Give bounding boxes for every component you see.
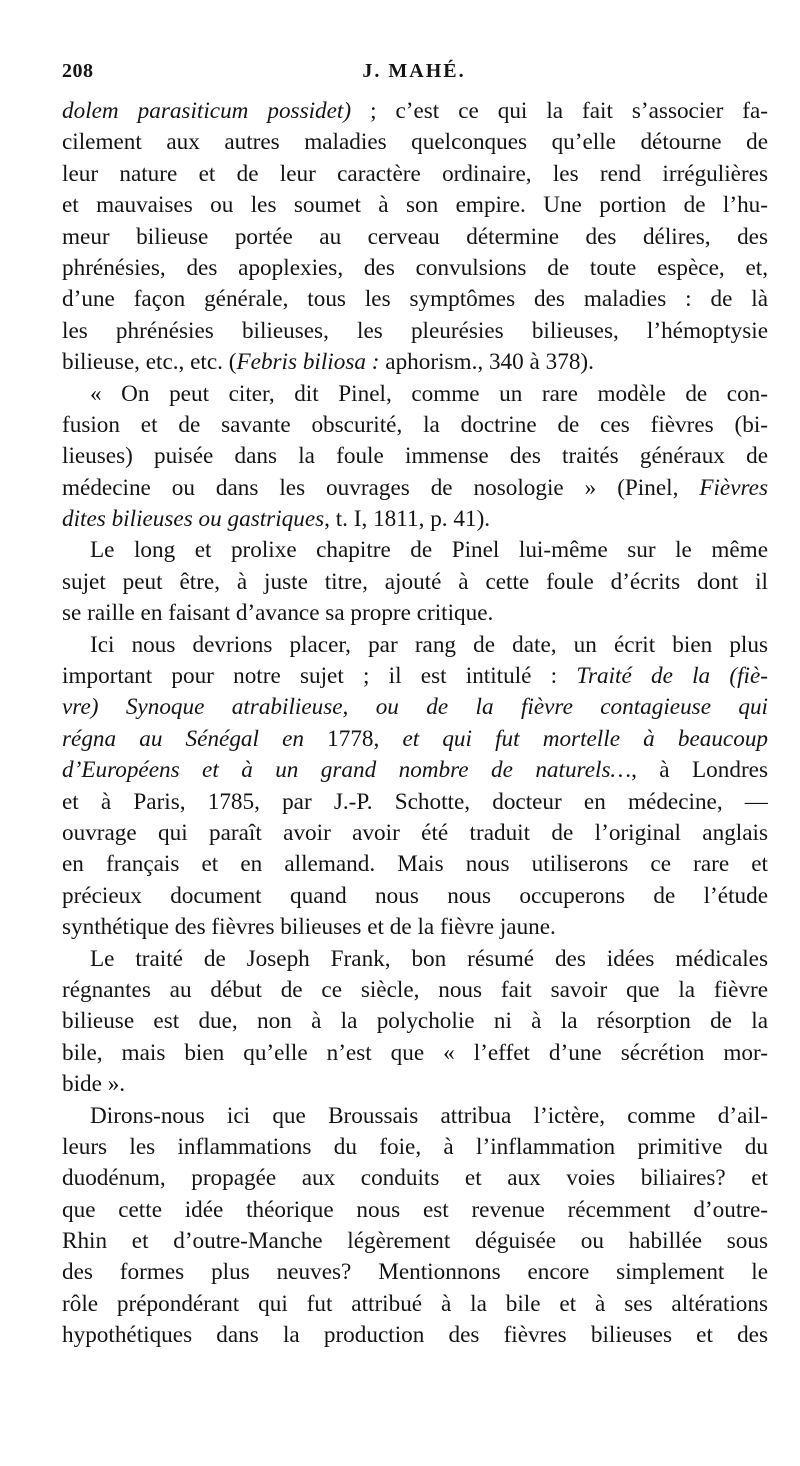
text-segment: Dirons-nous ici que Broussais attribua l’ictère, comme d’ail- — [90, 1102, 768, 1129]
page-number: 208 — [62, 60, 94, 82]
text-segment: leurs les inflammations du foie, à l’inflammation primitive du — [62, 1133, 768, 1160]
text-segment: bilieuse est due, non à la polycholie ni à la résorption de la — [62, 1008, 768, 1035]
text-line — [62, 818, 768, 849]
text-line — [62, 535, 768, 566]
text-segment: ouvrage qui paraît avoir avoir été traduit de l’original anglais — [62, 819, 768, 846]
text-line — [62, 190, 768, 221]
text-segment: important pour notre sujet ; il est intitulé : — [62, 663, 577, 690]
italic-text: vre) Synoque atrabilieuse, ou de la fièvre contagieuse qui — [62, 694, 768, 721]
text-line — [62, 379, 768, 410]
text-line — [62, 504, 768, 535]
text-line — [62, 1226, 768, 1257]
text-line — [62, 1195, 768, 1226]
italic-text: Febris biliosa : — [236, 349, 380, 376]
text-segment: duodénum, propagée aux conduits et aux voies biliaires? et — [62, 1165, 768, 1192]
italic-text: Fièvres — [699, 474, 768, 501]
text-segment: médecine ou dans les ouvrages de nosologie » (Pinel, — [62, 474, 700, 501]
italic-text: Traité de la (fiè- — [576, 663, 768, 690]
text-segment: hypothétiques dans la production des fièvres bilieuses et des — [62, 1322, 768, 1349]
text-line — [62, 881, 768, 912]
text-segment: , à Londres — [631, 757, 768, 784]
text-segment: leur nature et de leur caractère ordinaire, les rend irrégulières — [62, 160, 768, 187]
text-segment: et mauvaises ou les soumet à son empire. Une portion de l’hu- — [62, 192, 768, 219]
text-line — [62, 755, 768, 786]
text-line — [62, 598, 768, 629]
text-line — [62, 96, 768, 127]
italic-text: dites bilieuses ou gastriques — [62, 506, 325, 533]
text-segment: sujet peut être, à juste titre, ajouté à cette foule d’écrits dont il — [62, 568, 768, 595]
text-segment: synthétique des fièvres bilieuses et de la fièvre jaune. — [62, 914, 556, 941]
text-segment: Rhin et d’outre-Manche légèrement déguisée ou habillée sous — [62, 1228, 768, 1255]
text-line — [62, 912, 768, 943]
text-segment: Le traité de Joseph Frank, bon résumé des idées médicales — [90, 945, 768, 972]
text-segment: rôle prépondérant qui fut attribué à la bile et à ses altérations — [62, 1290, 768, 1317]
italic-text: d’Européens et à un grand nombre de naturels… — [62, 757, 632, 784]
text-line — [62, 1289, 768, 1320]
text-line — [62, 127, 768, 158]
text-segment: bide ». — [62, 1071, 126, 1098]
text-line — [62, 222, 768, 253]
running-head: J. MAHÉ. — [362, 60, 466, 82]
text-segment: lieuses) puisée dans la foule immense des traités généraux de — [62, 443, 768, 470]
text-line — [62, 787, 768, 818]
text-segment: Ici nous devrions placer, par rang de date, un écrit bien plus — [90, 631, 768, 658]
text-line — [62, 410, 768, 441]
italic-text: et qui fut mortelle à beaucoup — [402, 725, 768, 752]
text-line — [62, 441, 768, 472]
text-line — [62, 253, 768, 284]
page-header — [62, 60, 766, 94]
text-segment: en français et en allemand. Mais nous utiliserons ce rare et — [62, 851, 768, 878]
text-segment: Le long et prolixe chapitre de Pinel lui-même sur le même — [90, 537, 768, 564]
text-line — [62, 849, 768, 880]
text-segment: et à Paris, 1785, par J.-P. Schotte, docteur en médecine, — — [62, 788, 768, 815]
text-line — [62, 1101, 768, 1132]
text-line — [62, 630, 768, 661]
text-line — [62, 692, 768, 723]
italic-text: régna au Sénégal en — [62, 725, 304, 752]
text-segment: , t. I, 1811, p. 41). — [324, 506, 491, 533]
text-line — [62, 284, 768, 315]
text-line — [62, 1132, 768, 1163]
text-segment: bile, mais bien qu’elle n’est que « l’effet d’une sécrétion mor- — [62, 1039, 768, 1066]
text-segment: d’une façon générale, tous les symptômes des maladies : de là — [62, 286, 768, 313]
text-segment: précieux document quand nous nous occuperons de l’étude — [62, 882, 768, 909]
text-line — [62, 1257, 768, 1288]
text-line — [62, 1320, 768, 1351]
text-segment: régnantes au début de ce siècle, nous fait savoir que la fièvre — [62, 976, 768, 1003]
text-line — [62, 1038, 768, 1069]
italic-text: dolem parasiticum possidet) — [62, 98, 352, 124]
text-segment: cilement aux autres maladies quelconques qu’elle détourne de — [62, 129, 768, 156]
text-line — [62, 1069, 768, 1100]
text-segment: que cette idée théorique nous est revenue récemment d’outre- — [62, 1196, 768, 1223]
text-segment: bilieuse, etc., etc. ( — [62, 349, 237, 376]
text-line — [62, 347, 768, 378]
text-line — [62, 975, 768, 1006]
text-segment: aphorism., 340 à 378). — [379, 349, 594, 376]
text-segment: « On peut citer, dit Pinel, comme un rare modèle de con- — [90, 380, 768, 407]
text-segment: meur bilieuse portée au cerveau détermine des délires, des — [62, 223, 768, 250]
text-line — [62, 724, 768, 755]
text-line — [62, 944, 768, 975]
text-line — [62, 473, 768, 504]
text-line — [62, 316, 768, 347]
text-line — [62, 661, 768, 692]
text-line — [62, 1163, 768, 1194]
body-text — [62, 96, 768, 1352]
text-segment: des formes plus neuves? Mentionnons encore simplement le — [62, 1259, 768, 1286]
text-segment: se raille en faisant d’avance sa propre critique. — [62, 600, 494, 627]
text-line — [62, 1006, 768, 1037]
text-segment: les phrénésies bilieuses, les pleurésies bilieuses, l’hémoptysie — [62, 317, 768, 344]
text-line — [62, 567, 768, 598]
text-segment: ; c’est ce qui la fait s’associer fa- — [351, 98, 768, 124]
text-segment: fusion et de savante obscurité, la doctrine de ces fièvres (bi- — [62, 411, 768, 438]
text-line — [62, 159, 768, 190]
text-segment: 1778, — [304, 725, 403, 752]
text-segment: phrénésies, des apoplexies, des convulsions de toute espèce, et, — [62, 254, 768, 281]
